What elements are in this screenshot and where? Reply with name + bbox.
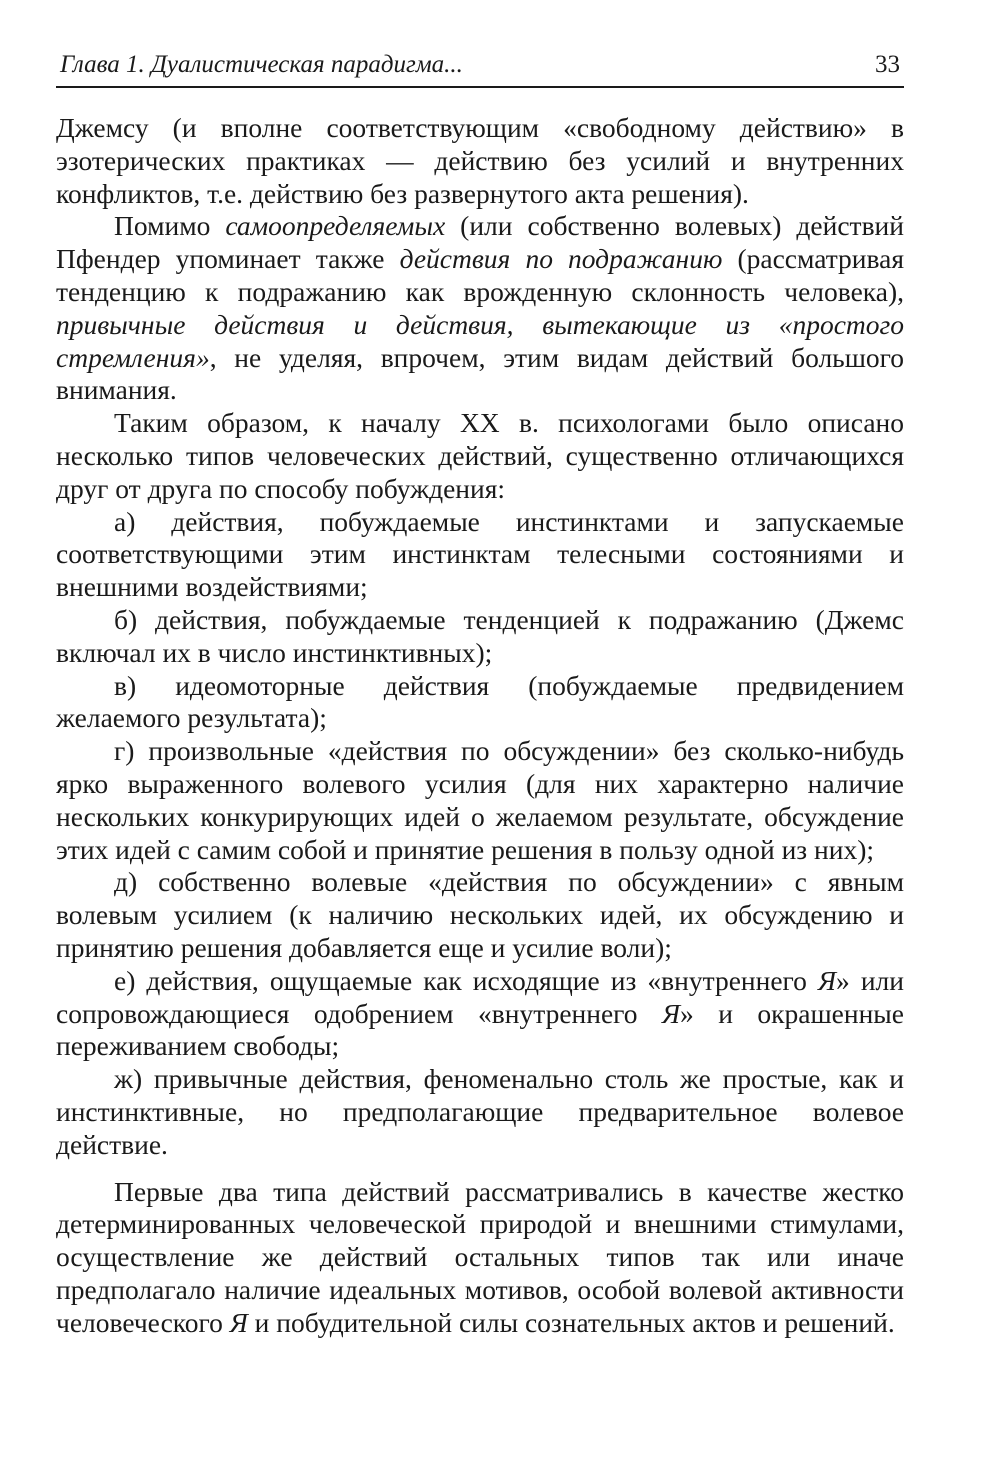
italic-term: Я [229,1306,248,1338]
italic-term: действия по подражанию [399,243,723,275]
italic-term: Я [661,997,681,1029]
list-item-a: а) действия, побуждаемые инстинктами и запускаемые соответствующими этим инстинктам телесными состояниями и внешними воздействиями; [56,505,904,603]
list-item-g: г) произвольные «действия по обсуждении» без сколько-нибудь ярко выраженного волевого усилия (для них характерно наличие нескольких конкурирующих идей о желаемом результате, обсуждение этих идей с самим собой и принятие решения в пользу одной из них); [56,735,904,865]
paragraph-intro-list: Таким образом, к началу XX в. психологами было описано несколько типов человеческих действий, существенно отличающихся друг от друга по способу побуждения: [56,407,904,504]
text-segment: » или сопровождающиеся одобрением «внутреннего [56,964,904,1029]
text-segment: е) действия, ощущаемые как исходящие из «внутреннего [114,964,818,996]
text-segment: и побудительной силы сознательных актов и решений. [247,1306,895,1338]
paragraph-pfender [56,210,904,407]
text-segment: (или собственно волевых) действий Пфендер упоминает также [56,210,904,275]
list-item-v: в) идеомоторные действия (побуждаемые предвидением желаемого результата); [56,669,904,734]
page-number: 33 [875,51,900,78]
list-item-e [56,965,904,1063]
list-item-d: д) собственно волевые «действия по обсуждении» с явным волевым усилием (к наличию нескольких идей, их обсуждению и принятию решения добавляется еще и усилие воли); [56,866,904,963]
text-segment: Помимо [114,210,226,242]
running-head [56,50,904,88]
italic-term: привычные действия и действия, вытекающие из «простого стремления» [56,308,904,373]
italic-term: Я [817,964,837,996]
paragraph-continuation: Джемсу (и вполне соответствующим «свободному действию» в эзотерических практиках — действию без усилий и внутренних конфликтов, т.е. действию без развернутого акта решения). [56,112,904,209]
text-segment: » и окрашенные переживанием свободы; [56,997,904,1062]
list-item-b: б) действия, побуждаемые тенденцией к подражанию (Джемс включал их в число инстинктивных); [56,603,904,668]
italic-term: самоопределяемых [225,210,446,242]
body-text [56,112,904,1339]
list-item-zh: ж) привычные действия, феноменально столь же простые, как и инстинктивные, но предполагающие предварительное волевое действие. [56,1063,904,1160]
chapter-title: Глава 1. Дуалистическая парадигма... [60,51,463,78]
book-page [56,50,904,1339]
paragraph-conclusion [56,1176,904,1340]
text-segment: , не уделяя, впрочем, этим видам действий большого внимания. [56,341,904,406]
text-segment: Первые два типа действий рассматривались в качестве жестко детерминированных человеческой природой и внешними стимулами, осуществление же действий остальных типов так или иначе предполагало наличие идеальных мотивов, особой волевой активности человеческого [56,1175,904,1338]
text-segment: (рассматривая тенденцию к подражанию как врожденную склонность человека), [56,243,904,307]
